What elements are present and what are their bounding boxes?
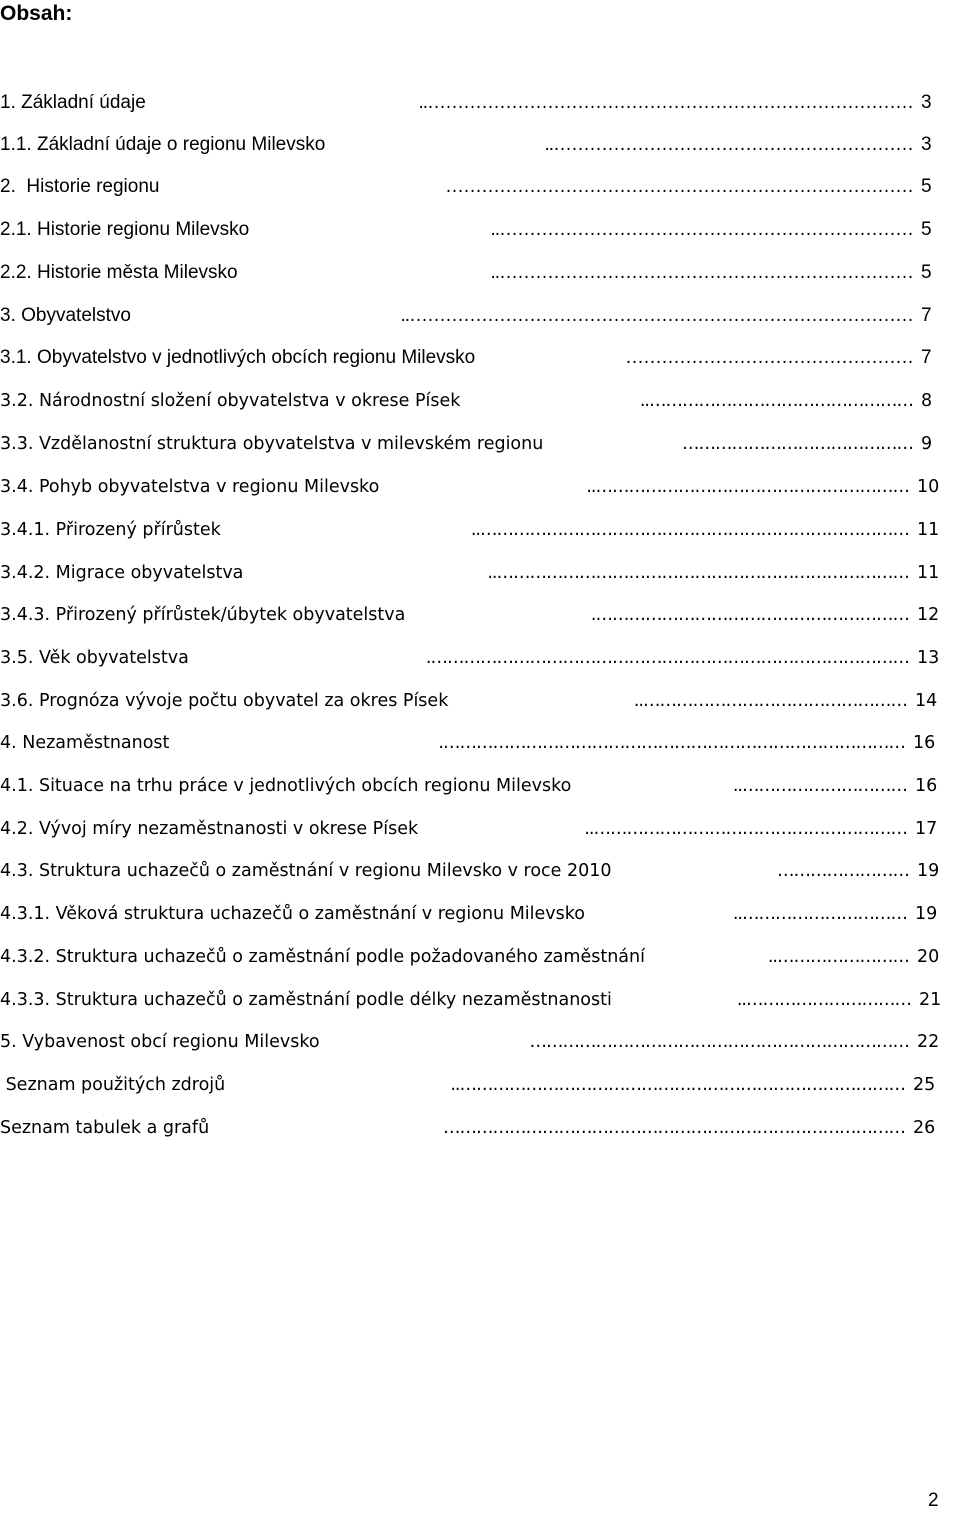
toc-entry-leader-dots: …………………………………………………………….. [490,219,913,240]
toc-entry[interactable] [0,260,960,286]
toc-entry-page-number: 10 [917,477,940,497]
toc-entry-page-number: 7 [921,305,932,326]
toc-entry-leader-dots: ………………………………………….. [639,391,913,411]
toc-entry-page-number: 5 [921,176,932,197]
toc-entry-leader-dots: ………………………………………………….. [586,477,909,497]
toc-entry-label: 1.1. Základní údaje o regionu Milevsko [0,134,326,155]
toc-entry[interactable] [0,645,960,671]
toc-entry-page-number: 16 [915,776,938,796]
toc-entry-leader-dots: …………………………………… [682,434,913,454]
toc-entry[interactable] [0,388,960,414]
toc-entry-label: Seznam tabulek a grafů [0,1118,210,1138]
toc-entry-leader-dots: ………………………….. [732,904,907,924]
toc-entry[interactable] [0,560,960,586]
toc-entry-leader-dots: …………………… [777,861,909,881]
toc-entry[interactable] [0,901,960,927]
toc-entry-page-number: 22 [917,1032,940,1052]
toc-entry[interactable] [0,1029,960,1055]
toc-entry[interactable] [0,517,960,543]
toc-entry-label: 4.3.1. Věková struktura uchazečů o zaměstnání v regionu Milevsko [0,904,585,924]
toc-entry-page-number: 19 [917,861,940,881]
toc-entry-page-number: 5 [921,219,932,240]
toc-entry[interactable] [0,602,960,628]
toc-entry-page-number: 14 [915,691,938,711]
toc-entry[interactable] [0,987,960,1013]
toc-entry-label: 4.1. Situace na trhu práce v jednotlivých obcích regionu Milevsko [0,776,572,796]
toc-entry[interactable] [0,1115,960,1141]
toc-entry-label: 4.2. Vývoj míry nezaměstnanosti v okrese Písek [0,819,419,839]
toc-entry-leader-dots: …………………………………………………………….. [490,262,913,283]
toc-entry-leader-dots: ……………………………………………………………………….. [418,92,913,113]
toc-entry-leader-dots: …………………………………………………………………….. [470,520,909,540]
toc-entry-label: 3.4. Pohyb obyvatelstva v regionu Milevsko [0,477,380,497]
toc-entry[interactable] [0,688,960,714]
toc-entry-label: 1. Základní údaje [0,92,146,113]
toc-entry-page-number: 11 [917,563,940,583]
toc-entry-label: 3.2. Národnostní složení obyvatelstva v okrese Písek [0,391,461,411]
toc-heading: Obsah: [0,2,73,25]
toc-entry-leader-dots: ………………………….. [736,990,911,1010]
toc-entry-label: 3.3. Vzdělanostní struktura obyvatelstva v milevském regionu [0,434,544,454]
toc-entry[interactable] [0,303,960,329]
toc-entry-leader-dots: ………………………………………… [625,347,913,368]
toc-entry-label: 2.2. Historie města Milevsko [0,262,238,283]
toc-entry-page-number: 16 [913,733,936,753]
toc-entry-leader-dots: …………………….. [767,947,909,967]
toc-entry-leader-dots: …………………………………………………………………………. [438,733,905,753]
toc-entry-label: 4.3.3. Struktura uchazečů o zaměstnání podle délky nezaměstnanosti [0,990,612,1010]
toc-entry-page-number: 11 [917,520,940,540]
toc-entry-page-number: 3 [921,92,932,113]
toc-entry-leader-dots: ……………………………………………………………………………. [425,648,909,668]
toc-entry[interactable] [0,174,960,200]
toc-entry-leader-dots: ………………………………………………………………………….. [400,305,913,326]
toc-entry-label: 3.6. Prognóza vývoje počtu obyvatel za okres Písek [0,691,449,711]
toc-entry-page-number: 7 [921,347,932,368]
toc-entry-page-number: 25 [913,1075,936,1095]
toc-entry-leader-dots: …………………………………………………. [590,605,909,625]
toc-entry-label: 3.5. Věk obyvatelstva [0,648,189,668]
toc-entry-page-number: 3 [921,134,932,155]
toc-entry[interactable] [0,345,960,371]
toc-entry-page-number: 5 [921,262,932,283]
toc-entry[interactable] [0,944,960,970]
toc-entry-label: 4.3. Struktura uchazečů o zaměstnání v regionu Milevsko v roce 2010 [0,861,612,881]
toc-entry-page-number: 13 [917,648,940,668]
toc-entry-leader-dots: …………………………………………………….. [544,134,913,155]
toc-entry[interactable] [0,858,960,884]
toc-entry[interactable] [0,217,960,243]
toc-entry-label: 3. Obyvatelstvo [0,305,131,326]
toc-entry-page-number: 17 [915,819,938,839]
toc-entry[interactable] [0,816,960,842]
toc-entry-label: 3.4.2. Migrace obyvatelstva [0,563,244,583]
toc-entry[interactable] [0,132,960,158]
toc-entry-page-number: 12 [917,605,940,625]
toc-entry-page-number: 20 [917,947,940,967]
toc-entry-page-number: 19 [915,904,938,924]
toc-entry-page-number: 21 [919,990,942,1010]
toc-entry-leader-dots: ………………………….. [732,776,907,796]
toc-entry[interactable] [0,431,960,457]
toc-entry-leader-dots: ………………………………………………….. [584,819,907,839]
toc-entry-leader-dots: ……………………………………………………………………….. [450,1075,905,1095]
toc-entry-label: Seznam použitých zdrojů [0,1075,226,1095]
toc-entry-leader-dots: …………………………………………………………… [529,1032,909,1052]
toc-entry[interactable] [0,474,960,500]
toc-entry-label: 3.4.3. Přirozený přírůstek/úbytek obyvatelstva [0,605,406,625]
toc-entry[interactable] [0,730,960,756]
toc-entry-leader-dots: ………………………………………….. [633,691,907,711]
toc-entry-label: 2.1. Historie regionu Milevsko [0,219,250,240]
toc-entry-page-number: 8 [921,391,933,411]
page-number: 2 [928,1490,939,1511]
toc-entry[interactable] [0,773,960,799]
toc-entry-page-number: 9 [921,434,933,454]
toc-entry-label: 5. Vybavenost obcí regionu Milevsko [0,1032,320,1052]
toc-entry[interactable] [0,1072,960,1098]
toc-entry[interactable] [0,90,960,116]
toc-entry-leader-dots: ………………………………………………………………………… [443,1118,905,1138]
toc-entry-label: 3.1. Obyvatelstvo v jednotlivých obcích regionu Milevsko [0,347,476,368]
toc-entry-leader-dots: ………………………………………………………………….. [487,563,909,583]
toc-entry-label: 3.4.1. Přirozený přírůstek [0,520,221,540]
toc-entry-label: 4. Nezaměstnanost [0,733,170,753]
toc-entry-page-number: 26 [913,1118,936,1138]
toc-entry-label: 2. Historie regionu [0,176,160,197]
toc-entry-leader-dots: …………………………………………………………………… [445,176,913,197]
toc-entry-label: 4.3.2. Struktura uchazečů o zaměstnání podle požadovaného zaměstnání [0,947,645,967]
